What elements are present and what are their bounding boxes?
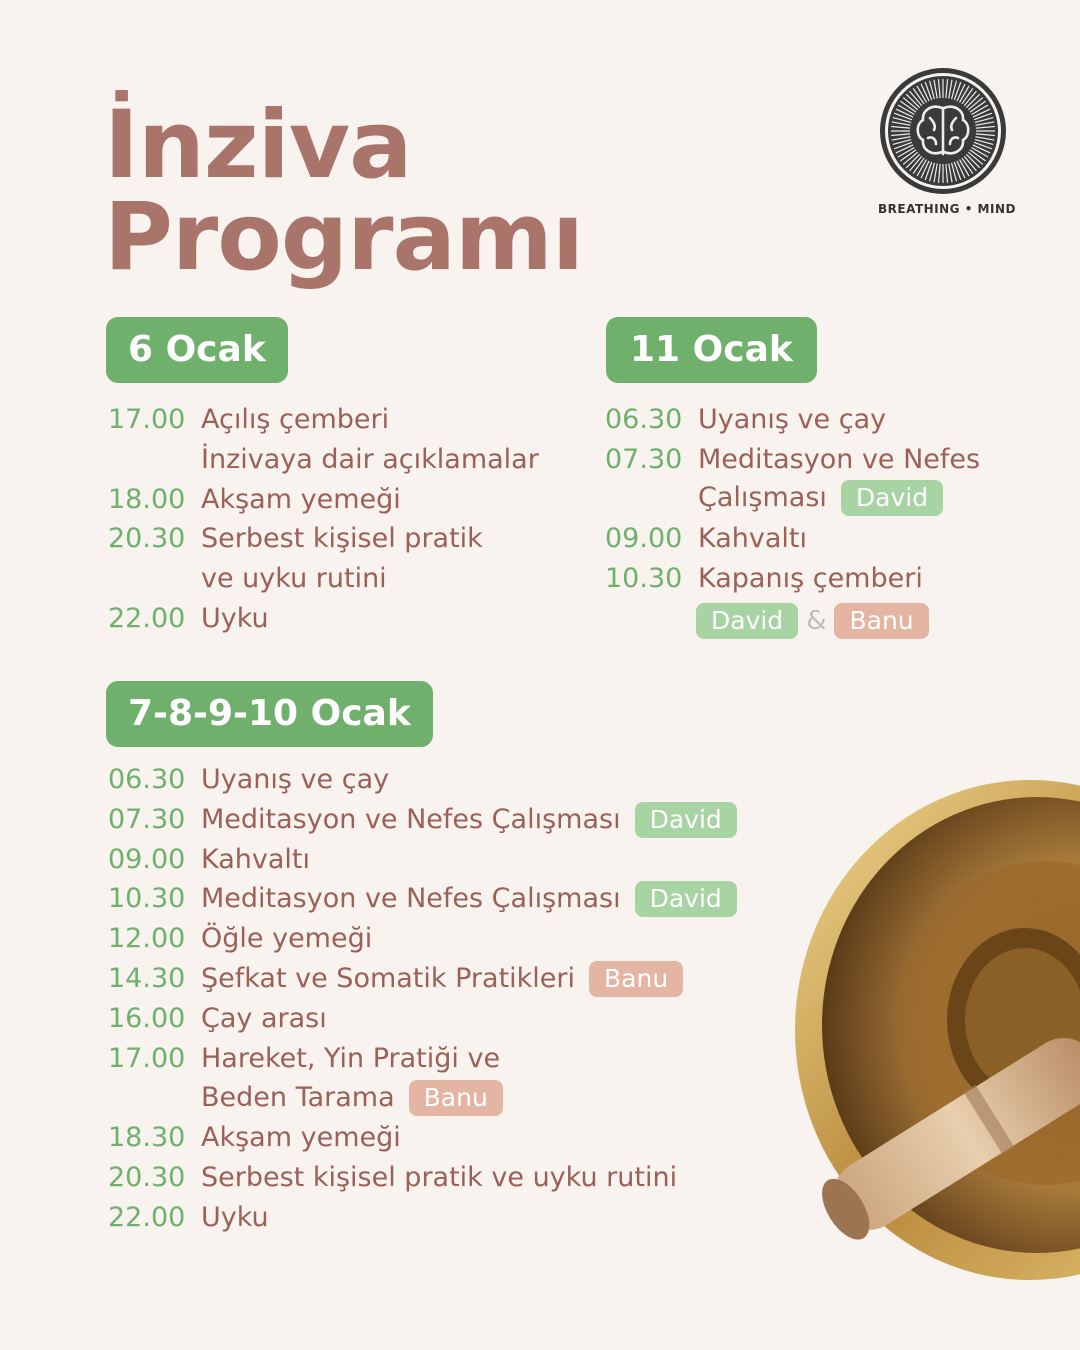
title-line-2: Programı	[104, 183, 584, 292]
activity-label: Akşam yemeği	[201, 1122, 401, 1154]
title-line-1: İnziva	[104, 91, 412, 200]
time-label: 18.00	[108, 483, 186, 515]
ampersand: &	[806, 605, 827, 636]
activity-label: Uyanış ve çay	[201, 764, 390, 795]
time-label: 20.30	[108, 523, 186, 555]
time-label: 22.00	[108, 1201, 186, 1233]
brain-logo-icon	[878, 66, 1008, 196]
activity-label: Uyku	[201, 602, 269, 634]
activity-cell	[201, 959, 683, 999]
time-label: 17.00	[108, 1042, 186, 1074]
day-badge-7-10-ocak: 7-8-9-10 Ocak	[106, 681, 433, 747]
instructor-tag: David	[696, 603, 798, 639]
day-badge-11-ocak: 11 Ocak	[606, 317, 817, 383]
activity-label: Serbest kişisel pratik	[201, 523, 483, 555]
page-title	[104, 91, 584, 292]
activity-label: Beden Tarama	[201, 1082, 395, 1114]
activity-cell	[201, 999, 327, 1039]
activity-cell	[201, 480, 401, 520]
activity-label: Kahvaltı	[698, 523, 808, 555]
activity-label: Meditasyon ve Nefes Çalışması	[201, 803, 621, 835]
activity-label: Meditasyon ve Nefes	[698, 443, 981, 475]
activity-label: Kapanış çemberi	[698, 563, 923, 595]
time-label: 12.00	[108, 923, 186, 955]
activity-cell	[201, 1039, 500, 1079]
activity-cell	[698, 478, 943, 518]
activity-cell	[201, 1198, 269, 1238]
activity-cell	[698, 440, 980, 480]
activity-label: Uyanış ve çay	[698, 404, 887, 435]
activity-cell	[698, 519, 807, 559]
activity-label: Meditasyon ve Nefes Çalışması	[201, 883, 621, 915]
activity-label: Öğle yemeği	[201, 923, 373, 955]
activity-label: İnzivaya dair açıklamalar	[201, 443, 539, 475]
instructor-tag: David	[635, 802, 737, 838]
activity-label: Akşam yemeği	[201, 483, 401, 515]
time-label: 17.00	[108, 404, 186, 435]
activity-label: Hareket, Yin Pratiği ve	[201, 1042, 501, 1074]
activity-cell	[201, 440, 539, 480]
time-label: 16.00	[108, 1002, 186, 1034]
activity-cell	[201, 559, 387, 599]
time-label: 06.30	[108, 764, 186, 795]
activity-cell	[698, 559, 923, 599]
brand-logo	[878, 66, 1016, 216]
activity-cell	[201, 599, 269, 639]
activity-label: Açılış çemberi	[201, 404, 390, 435]
activity-label: Çay arası	[201, 1002, 327, 1034]
time-label: 10.30	[605, 563, 683, 595]
time-label: 09.00	[108, 843, 186, 875]
activity-cell	[201, 760, 389, 800]
activity-cell	[201, 1118, 401, 1158]
activity-label: Uyku	[201, 1201, 269, 1233]
instructor-tag: Banu	[409, 1080, 503, 1116]
time-label: 06.30	[605, 404, 683, 435]
brand-name: BREATHING • MIND	[878, 202, 1016, 216]
instructor-tag: Banu	[589, 961, 683, 997]
time-label: 14.30	[108, 962, 186, 994]
time-label: 09.00	[605, 523, 683, 555]
activity-cell	[201, 519, 483, 559]
activity-cell	[201, 800, 737, 840]
time-label: 07.30	[605, 443, 683, 475]
activity-cell	[201, 879, 737, 919]
activity-cell	[698, 400, 886, 440]
activity-cell	[201, 919, 372, 959]
time-label: 20.30	[108, 1161, 186, 1193]
activity-cell	[201, 1158, 677, 1198]
time-label: 10.30	[108, 883, 186, 915]
instructor-tag: David	[841, 480, 943, 516]
activity-cell	[698, 601, 929, 641]
instructor-tag: David	[635, 881, 737, 917]
activity-label: Serbest kişisel pratik ve uyku rutini	[201, 1161, 678, 1193]
instructor-tag: Banu	[834, 603, 928, 639]
activity-label: Kahvaltı	[201, 843, 311, 875]
activity-cell	[201, 400, 389, 440]
time-label: 22.00	[108, 602, 186, 634]
activity-cell	[201, 1078, 503, 1118]
singing-bowl-image	[775, 775, 1080, 1280]
activity-label: Çalışması	[698, 481, 827, 513]
day-badge-6-ocak: 6 Ocak	[106, 317, 288, 383]
activity-label: ve uyku rutini	[201, 563, 387, 595]
time-label: 18.30	[108, 1122, 186, 1154]
time-label: 07.30	[108, 803, 186, 835]
activity-cell	[201, 840, 310, 880]
activity-label: Şefkat ve Somatik Pratikleri	[201, 962, 576, 994]
